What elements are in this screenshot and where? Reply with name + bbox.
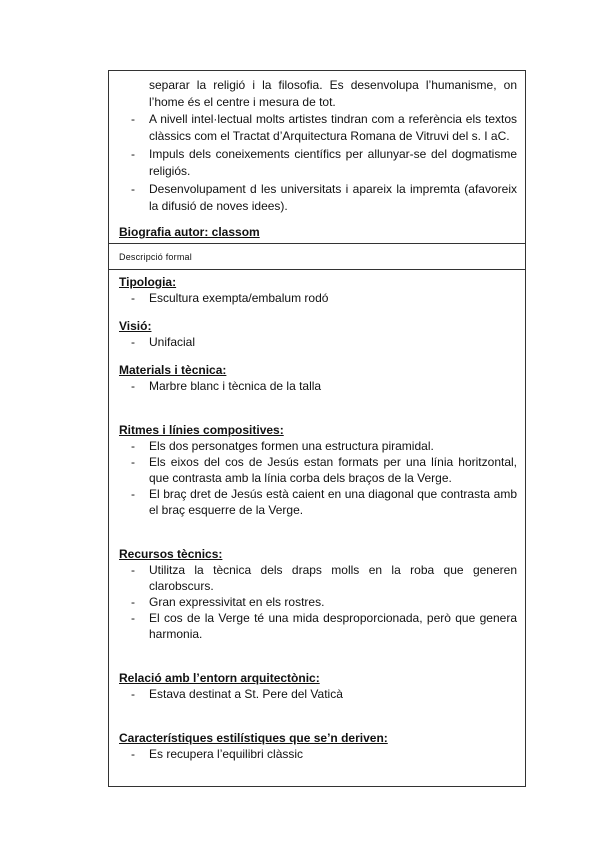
list-item: - Desenvolupament d les universitats i apareix la impremta (afavoreix la difusió de noves idees). bbox=[131, 182, 517, 213]
list-item: - Estava destinat a St. Pere del Vaticà bbox=[131, 687, 343, 701]
context-section bbox=[109, 71, 525, 244]
section-heading: Recursos tècnics: bbox=[119, 547, 223, 561]
list-item: - A nivell intel·lectual molts artistes tindran com a referència els textos clàssics com el Tractat d’Arquitectura Romana de Vitruvi del s. I aC. bbox=[131, 112, 517, 143]
analysis-section bbox=[109, 270, 525, 786]
dash-bullet: - bbox=[131, 379, 135, 393]
ritmes-group bbox=[119, 422, 517, 518]
biography-heading: Biografia autor: classom bbox=[119, 225, 260, 239]
section-heading: Visió: bbox=[119, 319, 152, 333]
section-heading: Característiques estilístiques que se’n deriven: bbox=[119, 731, 388, 745]
dash-bullet: - bbox=[131, 291, 135, 305]
caracteristiques-group bbox=[119, 730, 517, 762]
list-item: - El cos de la Verge té una mida desproporcionada, però que genera harmonia. bbox=[131, 611, 517, 641]
continuation-text: separar la religió i la filosofia. Es desenvolupa l’humanisme, on l’home és el centre i mesura de tot. bbox=[149, 78, 517, 109]
description-label: Descripció formal bbox=[119, 251, 192, 262]
list-item: - Utilitza la tècnica dels draps molls en la roba que generen clarobscurs. bbox=[131, 563, 517, 593]
document-table bbox=[108, 70, 526, 787]
dash-bullet: - bbox=[131, 563, 135, 577]
list-item: - Gran expressivitat en els rostres. bbox=[131, 595, 325, 609]
list-item: - El braç dret de Jesús està caient en una diagonal que contrasta amb el braç esquerre de la Verge. bbox=[131, 487, 517, 517]
list-item: - Marbre blanc i tècnica de la talla bbox=[131, 379, 322, 393]
dash-bullet: - bbox=[131, 487, 135, 501]
description-header-row bbox=[109, 244, 525, 270]
dash-bullet: - bbox=[131, 182, 135, 196]
list-item: - Els eixos del cos de Jesús estan formats per una línia horitzontal, que contrasta amb la línia corba dels braços de la Verge. bbox=[131, 455, 517, 485]
tipologia-group bbox=[119, 274, 517, 306]
list-item: - Escultura exempta/embalum rodó bbox=[131, 291, 329, 305]
dash-bullet: - bbox=[131, 595, 135, 609]
section-heading: Materials i tècnica: bbox=[119, 363, 227, 377]
list-item: - Impuls dels coneixements científics per allunyar-se del dogmatisme religiós. bbox=[131, 147, 517, 178]
dash-bullet: - bbox=[131, 455, 135, 469]
context-list bbox=[119, 111, 517, 215]
dash-bullet: - bbox=[131, 747, 135, 761]
list-item: - Els dos personatges formen una estructura piramidal. bbox=[131, 439, 434, 453]
section-heading: Tipologia: bbox=[119, 275, 177, 289]
dash-bullet: - bbox=[131, 687, 135, 701]
dash-bullet: - bbox=[131, 335, 135, 349]
relacio-group bbox=[119, 670, 517, 702]
recursos-group bbox=[119, 546, 517, 642]
dash-bullet: - bbox=[131, 112, 135, 126]
visio-group bbox=[119, 318, 517, 350]
section-heading: Ritmes i línies compositives: bbox=[119, 423, 284, 437]
dash-bullet: - bbox=[131, 147, 135, 161]
dash-bullet: - bbox=[131, 439, 135, 453]
list-item: - Es recupera l’equilibri clàssic bbox=[131, 747, 304, 761]
dash-bullet: - bbox=[131, 611, 135, 625]
list-item: - Unifacial bbox=[131, 335, 196, 349]
materials-group bbox=[119, 362, 517, 394]
section-heading: Relació amb l’entorn arquitectònic: bbox=[119, 671, 320, 685]
